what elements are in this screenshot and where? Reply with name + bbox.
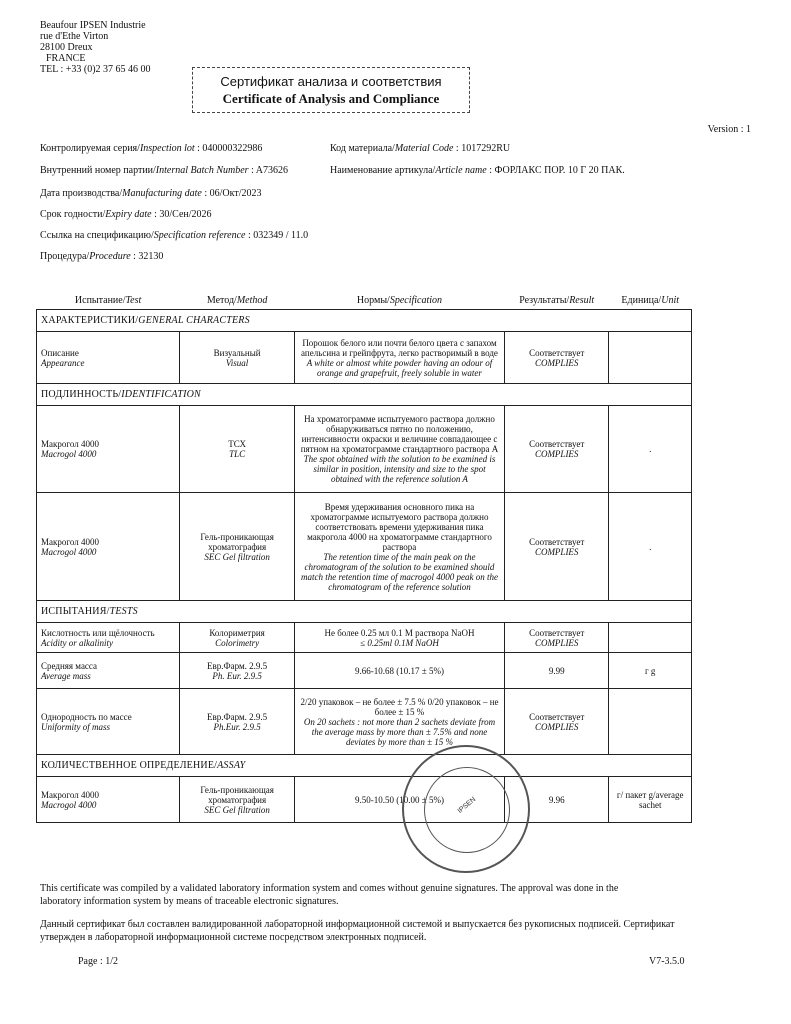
seal-stamp: [402, 745, 530, 873]
footer-note-en: This certificate was compiled by a validated laboratory information system and comes without genuine signatures. The approval was done in the laboratory information system by means of traceable electronic signatures.: [40, 883, 619, 907]
doc-version: V7-3.5.0: [649, 956, 685, 967]
company-tel: TEL : +33 (0)2 37 65 46 00: [40, 64, 151, 75]
section-identification: ПОДЛИННОСТЬ/IDENTIFICATION: [37, 384, 692, 406]
page-number: Page : 1/2: [78, 956, 118, 967]
results-table: [36, 291, 692, 823]
table-row: Кислотность или щёлочность Acidity or alkalinity Колориметрия Colorimetry Не более 0.25 мл 0.1 М раствора NaOH ≤ 0.25ml 0.1M NaOH Соответствует COMPLIES: [37, 623, 692, 653]
field-batch: Внутренний номер партии/Internal Batch Number : A73626: [40, 165, 289, 176]
table-row: Однородность по массе Uniformity of mass Евр.Фарм. 2.9.5 Ph.Eur. 2.9.5 2/20 упаковок – не более ± 7.5 % 0/20 упаковок – не более ± 15 % On 20 sachets : not more than 2 sachets deviate from the average mass by more than ± 7.5% and none deviates by more than ± 15 % Соответствует COMPLIES: [37, 689, 692, 755]
field-material-code: Код материала/Material Code : 1017292RU: [330, 143, 511, 154]
company-city: 28100 Dreux: [40, 42, 93, 53]
header-test: Испытание/Test: [74, 294, 142, 306]
company-name: Beaufour IPSEN Industrie: [40, 20, 146, 31]
field-article: Наименование артикула/Article name : ФОРЛАКС ПОР. 10 Г 20 ПАК.: [330, 165, 625, 176]
section-general: ХАРАКТЕРИСТИКИ/GENERAL CHARACTERS: [37, 310, 692, 332]
table-row: Макрогол 4000 Macrogol 4000 ТСХ TLC На хроматограмме испытуемого раствора должно обнаруживаться пятно по положению, интенсивности окраски и величине совпадающее с пятном на хроматограмме стандартного раствора А The spot obtained with the solution to be examined is similar in position, intensity and size to the spot obtained with the reference solution A Соответствует COMPLIES .: [37, 406, 692, 493]
field-manufacturing-date: Дата производства/Manufacturing date : 06/Окт/2023: [40, 188, 262, 199]
field-inspection-lot: Контролируемая серия/Inspection lot : 040000322986: [40, 143, 263, 154]
document-title-box: [192, 67, 470, 113]
field-expiry-date: Срок годности/Expiry date : 30/Сен/2026: [40, 209, 212, 220]
table-row: Макрогол 4000 Macrogol 4000 Гель-проникающая хроматография SEC Gel filtration Время удерживания основного пика на хроматограмме испытуемого раствора должно соответствовать времени удерживания пика макрогола 4000 на хроматограмме стандартного раствора The retention time of the main peak on the chromatogram of the solution to be examined should match the retention time of macrogol 4000 peak on the chromatogram of the reference solution Соответствует COMPLIES .: [37, 493, 692, 601]
seal-stamp-inner: [424, 767, 510, 853]
header-spec: Нормы/Specification: [356, 294, 443, 306]
company-address: [40, 20, 151, 75]
section-tests: ИСПЫТАНИЯ/TESTS: [37, 601, 692, 623]
seal-stamp-text: IPSEN: [456, 796, 478, 815]
header-method: Метод/Method: [206, 294, 268, 306]
table-row: Описание Appearance Визуальный Visual Порошок белого или почти белого цвета с запахом апельсина и грейпфрута, легко растворимый в воде A white or almost white powder having an odour of orange and grapefruit, freely soluble in water Соответствует COMPLIES: [37, 332, 692, 384]
table-row: Средняя масса Average mass Евр.Фарм. 2.9.5 Ph. Eur. 2.9.5 9.66-10.68 (10.17 ± 5%) 9.99 г g: [37, 653, 692, 689]
version: Version : 1: [707, 124, 751, 135]
header-result: Результаты/Result: [519, 294, 595, 306]
table-row: Макрогол 4000 Macrogol 4000 Гель-проникающая хроматография SEC Gel filtration 9.50-10.50 (10.00 ± 5%) 9.96 г/ пакет g/average sachet: [37, 777, 692, 823]
header-unit: Единица/Unit: [621, 294, 679, 306]
title-en: Certificate of Analysis and Compliance: [222, 91, 440, 106]
section-assay: КОЛИЧЕСТВЕННОЕ ОПРЕДЕЛЕНИЕ/ASSAY: [37, 755, 692, 777]
company-street: rue d'Ethe Virton: [40, 31, 109, 42]
footer-note-ru: Данный сертификат был составлен валидированной лабораторной информационной системой и выпускается без рукописных подписей. Сертификат утвержден в лабораторной информационной системе посредством электронных подписей.: [40, 919, 675, 943]
field-procedure: Процедура/Procedure : 32130: [40, 251, 164, 262]
field-spec-reference: Ссылка на спецификацию/Specification reference : 032349 / 11.0: [40, 230, 309, 241]
title-ru: Сертификат анализа и соответствия: [220, 74, 442, 89]
table-header-row: [37, 291, 692, 310]
company-country: FRANCE: [46, 53, 86, 64]
